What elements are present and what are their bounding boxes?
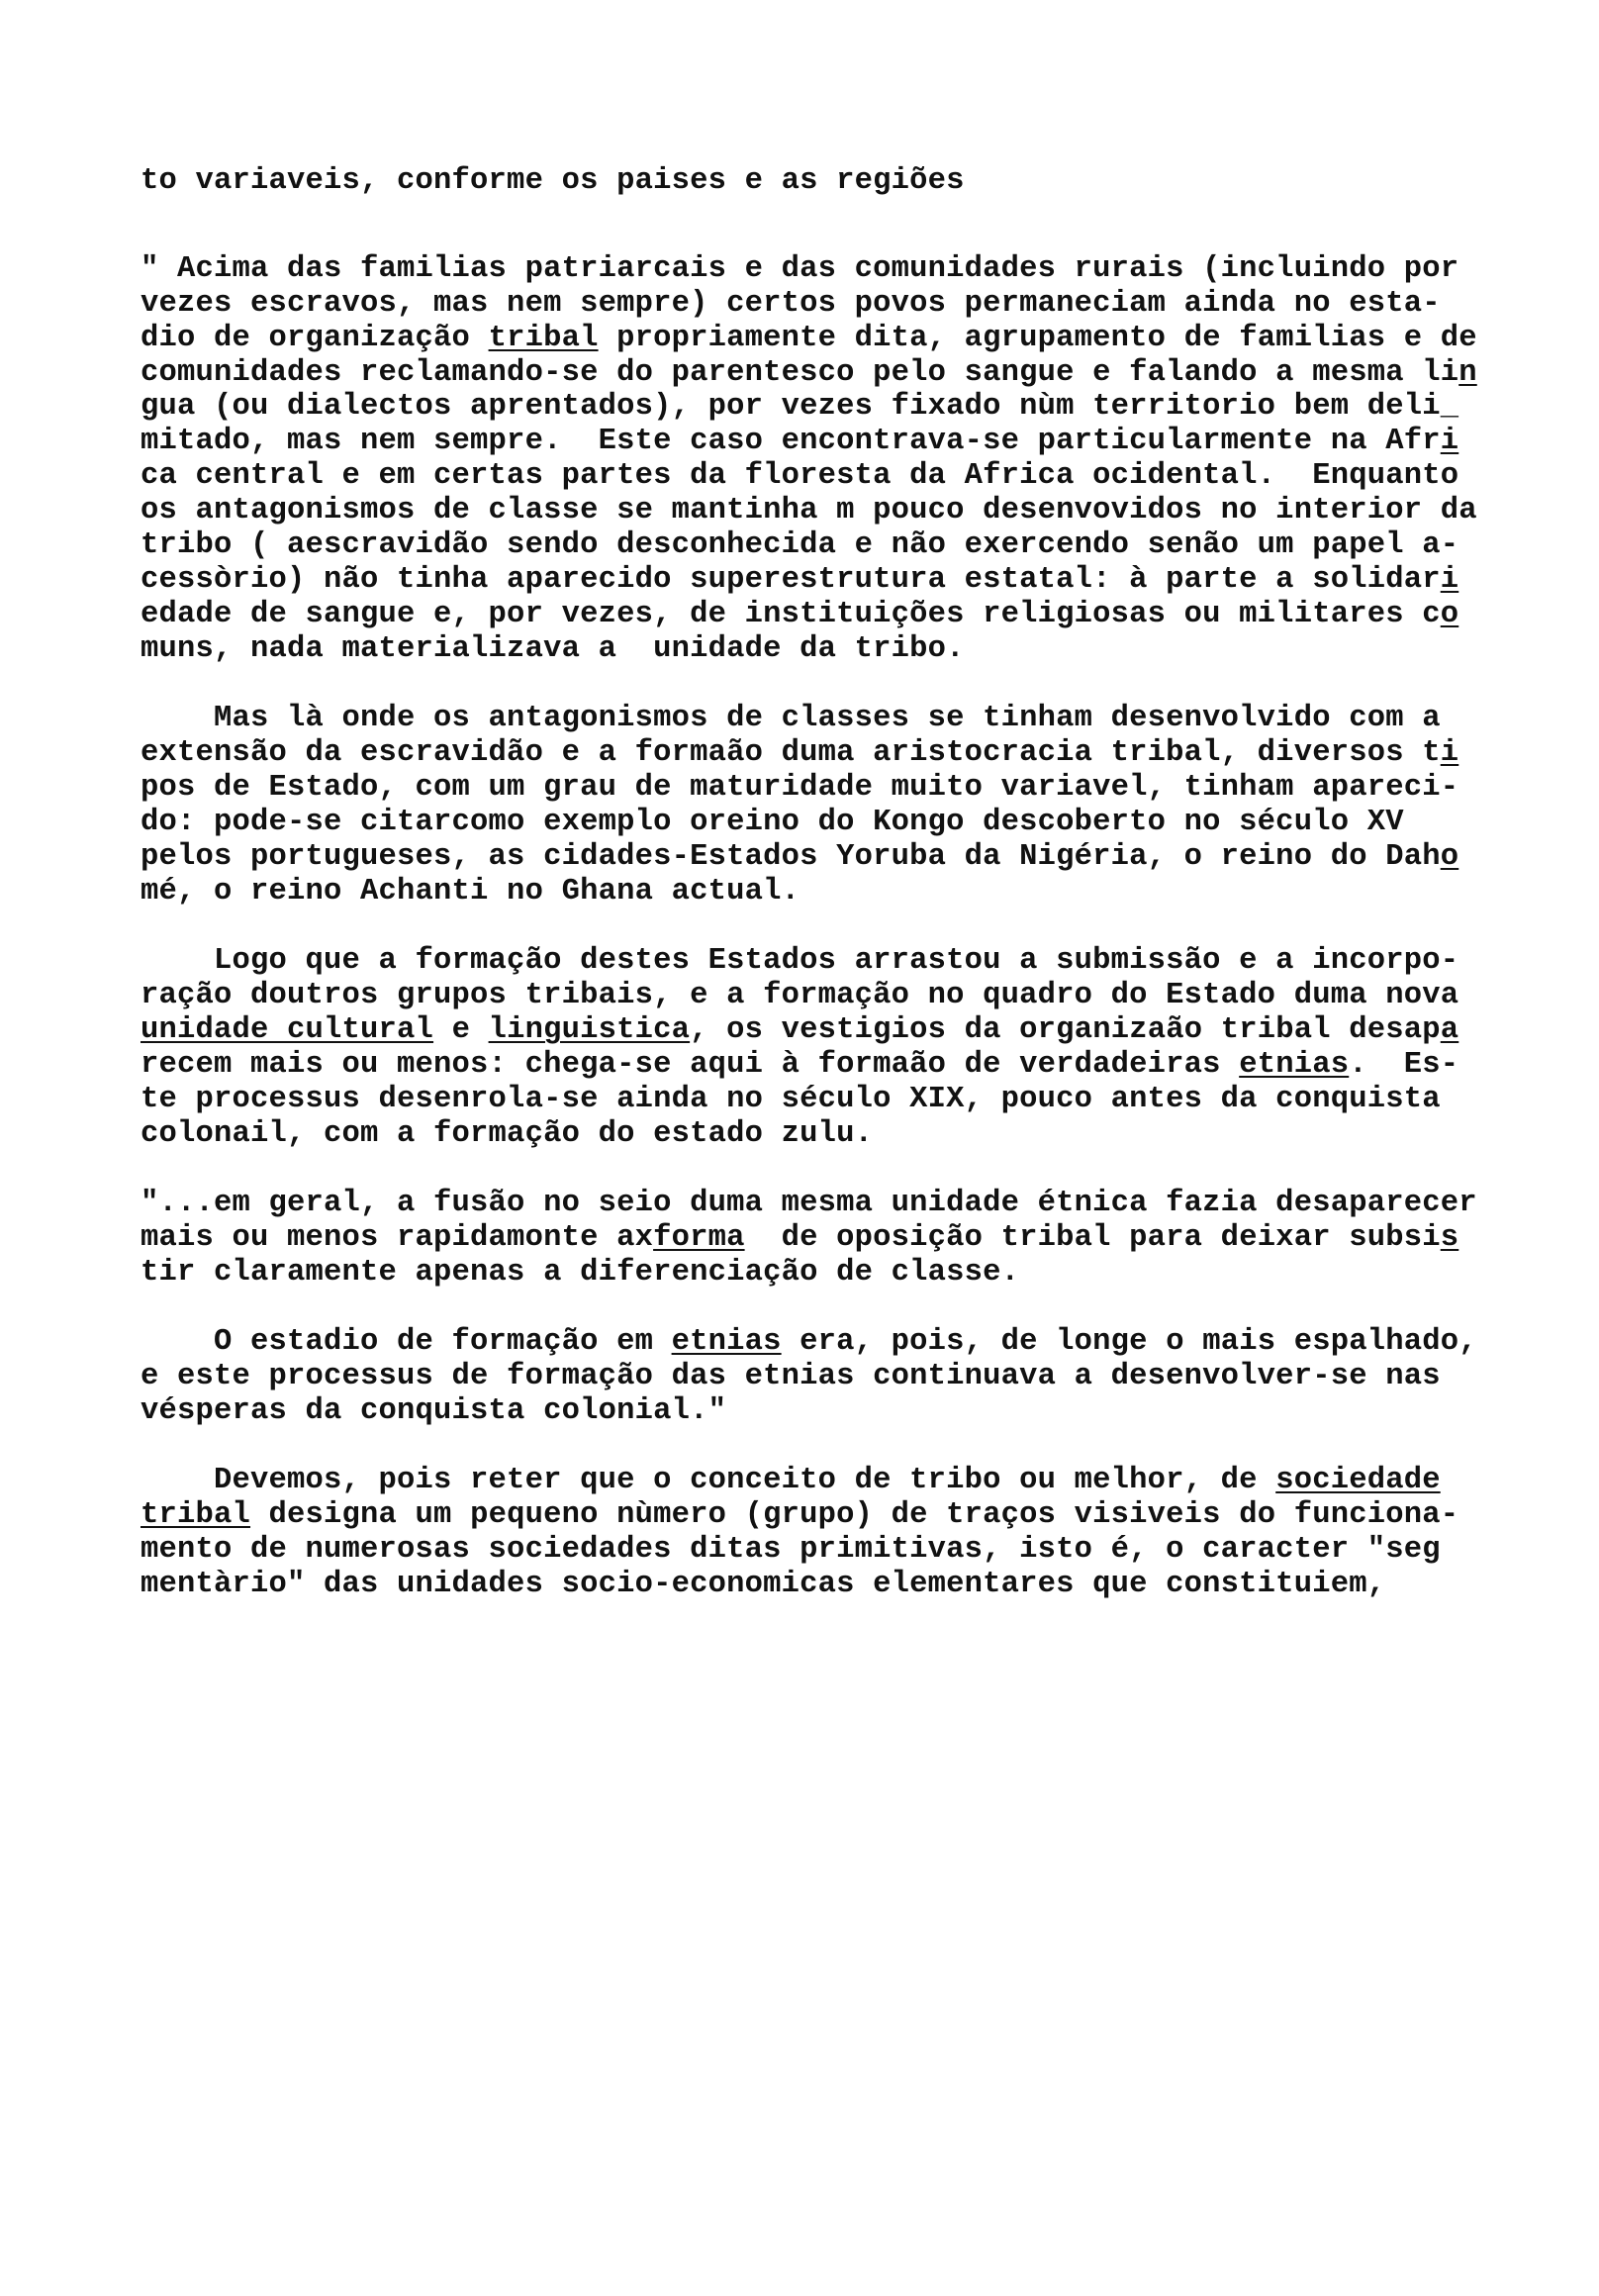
text-segment: colonail, com a formação do estado zulu. [141,1117,874,1151]
text-segment: mitado, mas nem sempre. Este caso encontrava-se particularmente na Afr [141,425,1441,458]
text-line [141,874,1559,909]
text-line [141,251,1559,287]
text-segment: e este processus de formação das etnias continuava a desenvolver-se nas [141,1360,1441,1393]
text-segment: comunidades reclamando-se do parentesco pelo sangue e falando a mesma li [141,356,1459,390]
text-segment: do: pode-se citarcomo exemplo oreino do Kongo descoberto no século XV [141,806,1404,839]
text-line [141,1220,1559,1256]
text-line [141,1567,1559,1602]
text-line [141,1012,1559,1048]
underlined-text: o [1440,840,1459,874]
text-line [141,839,1559,875]
text-line [141,770,1559,806]
underlined-text: i [1440,425,1459,458]
text-segment: mento de numerosas sociedades ditas primitivas, isto é, o caracter "seg [141,1533,1441,1567]
text-line [141,1463,1559,1498]
text-segment: edade de sangue e, por vezes, de instituições religiosas ou militares c [141,598,1441,631]
text-segment: te processus desenrola-se ainda no século XIX, pouco antes da conquista [141,1083,1441,1116]
underlined-text: i [1440,563,1459,597]
underlined-text: sociedade [1275,1464,1441,1497]
text-line [141,1047,1559,1083]
text-segment: tir claramente apenas a diferenciação de classe. [141,1256,1020,1290]
underlined-text: etnias [1239,1048,1350,1082]
text-segment: os antagonismos de classe se mantinha m pouco desenvovidos no interior da [141,494,1477,527]
text-segment: propriamente dita, agrupamento de familias e de [598,322,1477,355]
text-segment: mé, o reino Achanti no Ghana actual. [141,875,800,909]
text-segment: Devemos, pois reter que o conceito de tribo ou melhor, de [141,1464,1276,1497]
underlined-text: s [1440,1221,1459,1255]
underlined-text: n [1458,356,1477,390]
text-segment: " Acima das familias patriarcais e das comunidades rurais (incluindo por [141,252,1459,286]
underlined-text: tribal [488,322,599,355]
text-segment: mentàrio" das unidades socio-economicas elementares que constituiem, [141,1568,1386,1601]
text-segment: to variaveis, conforme os paises e as regiões [141,164,965,198]
text-segment: "...em geral, a fusão no seio duma mesma unidade étnica fazia desaparecer [141,1187,1477,1220]
text-line [141,978,1559,1013]
text-line [141,493,1559,528]
text-segment: mais ou menos rapidamonte ax [141,1221,654,1255]
underlined-text: a [1440,1013,1459,1047]
text-line [141,1532,1559,1568]
text-line [141,1116,1559,1152]
underlined-text: etnias [671,1325,782,1359]
underlined-text: i [1440,736,1459,770]
text-segment: pelos portugueses, as cidades-Estados Yoruba da Nigéria, o reino do Dah [141,840,1441,874]
text-segment: muns, nada materializava a unidade da tribo. [141,632,965,666]
text-segment: dio de organização [141,322,489,355]
text-segment: . Es- [1349,1048,1459,1082]
text-segment: ca central e em certas partes da floresta da Africa ocidental. Enquanto [141,459,1459,493]
text-segment: ração doutros grupos tribais, e a formação no quadro do Estado duma nova [141,979,1459,1012]
text-segment: cessòrio) não tinha aparecido superestrutura estatal: à parte a solidar [141,563,1441,597]
text-line [141,424,1559,459]
text-segment: extensão da escravidão e a formaão duma aristocracia tribal, diversos t [141,736,1441,770]
text-line [141,527,1559,563]
text-segment: vésperas da conquista colonial." [141,1394,727,1428]
text-segment: recem mais ou menos: chega-se aqui à formaão de verdadeiras [141,1048,1240,1082]
text-line [141,286,1559,322]
text-line [141,943,1559,979]
text-segment: designa um pequeno nùmero (grupo) de traços visiveis do funciona- [250,1498,1459,1532]
text-line [141,1324,1559,1360]
text-line [141,1393,1559,1429]
text-segment: Logo que a formação destes Estados arrastou a submissão e a incorpo- [141,944,1459,978]
text-line [141,1186,1559,1221]
text-segment: e [433,1013,489,1047]
text-line [141,458,1559,494]
text-line [141,1497,1559,1533]
text-line [141,163,1559,199]
text-line [141,1255,1559,1291]
underlined-text: tribal [141,1498,251,1532]
text-segment: era, pois, de longe o mais espalhado, [781,1325,1477,1359]
text-line [141,597,1559,632]
underlined-text: linguistica [488,1013,691,1047]
text-segment: tribo ( aescravidão sendo desconhecida e não exercendo senão um papel a- [141,528,1459,562]
text-line [141,321,1559,356]
text-segment: de oposição tribal para deixar subsi [744,1221,1441,1255]
text-line [141,735,1559,771]
text-segment: Mas là onde os antagonismos de classes se tinham desenvolvido com a [141,702,1441,735]
underlined-text: o [1440,598,1459,631]
underlined-text: forma [653,1221,745,1255]
underlined-text: unidade cultural [141,1013,434,1047]
text-segment: pos de Estado, com um grau de maturidade muito variavel, tinham apareci- [141,771,1459,805]
text-line [141,562,1559,598]
text-line [141,355,1559,391]
text-line [141,389,1559,425]
text-line [141,1359,1559,1394]
text-segment: O estadio de formação em [141,1325,672,1359]
text-line [141,1082,1559,1117]
text-segment: gua (ou dialectos aprentados), por vezes fixado nùm territorio bem deli_ [141,390,1459,424]
text-line [141,631,1559,667]
text-line [141,805,1559,840]
text-segment: , os vestigios da organizaão tribal desap [690,1013,1441,1047]
text-line [141,701,1559,736]
text-segment: vezes escravos, mas nem sempre) certos povos permaneciam ainda no esta- [141,287,1441,321]
